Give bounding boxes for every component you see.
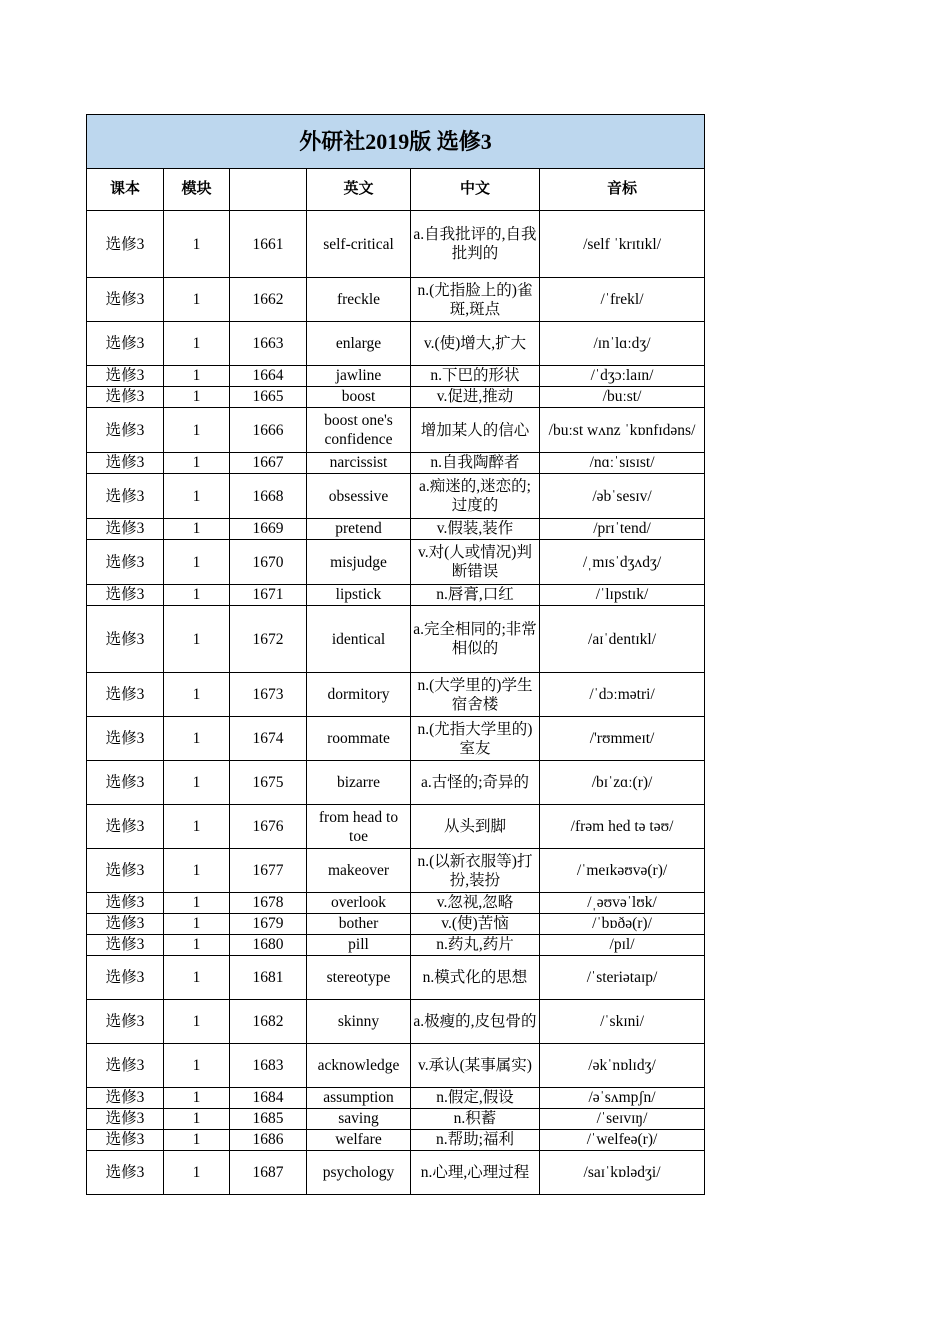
cell-module: 1 [164, 717, 230, 761]
vocabulary-table [86, 114, 705, 1195]
cell-index: 1679 [230, 914, 307, 935]
cell-index: 1682 [230, 1000, 307, 1044]
cell-textbook: 选修3 [87, 1130, 164, 1151]
cell-module: 1 [164, 956, 230, 1000]
cell-module: 1 [164, 914, 230, 935]
cell-index: 1675 [230, 761, 307, 805]
cell-english: makeover [307, 849, 411, 893]
cell-module: 1 [164, 474, 230, 519]
cell-chinese: n.帮助;福利 [411, 1130, 540, 1151]
cell-chinese: v.承认(某事属实) [411, 1044, 540, 1088]
cell-index: 1683 [230, 1044, 307, 1088]
cell-english: jawline [307, 366, 411, 387]
cell-chinese: n.模式化的思想 [411, 956, 540, 1000]
cell-phonetic: /əkˈnɒlɪdʒ/ [540, 1044, 705, 1088]
table-row [87, 914, 705, 935]
cell-module: 1 [164, 322, 230, 366]
table-row [87, 893, 705, 914]
table-row [87, 935, 705, 956]
table-row [87, 1151, 705, 1195]
cell-chinese: 增加某人的信心 [411, 408, 540, 453]
cell-module: 1 [164, 673, 230, 717]
cell-phonetic: /ˈfrekl/ [540, 278, 705, 322]
header-module: 模块 [164, 169, 230, 211]
table-row [87, 322, 705, 366]
table-row [87, 606, 705, 673]
cell-english: dormitory [307, 673, 411, 717]
cell-index: 1672 [230, 606, 307, 673]
cell-english: boost [307, 387, 411, 408]
header-english: 英文 [307, 169, 411, 211]
cell-index: 1671 [230, 585, 307, 606]
cell-english: pretend [307, 519, 411, 540]
cell-index: 1666 [230, 408, 307, 453]
cell-textbook: 选修3 [87, 761, 164, 805]
cell-module: 1 [164, 1044, 230, 1088]
cell-textbook: 选修3 [87, 849, 164, 893]
cell-index: 1684 [230, 1088, 307, 1109]
table-row [87, 717, 705, 761]
cell-chinese: n.(尤指大学里的)室友 [411, 717, 540, 761]
cell-english: acknowledge [307, 1044, 411, 1088]
cell-phonetic: /ˈlɪpstɪk/ [540, 585, 705, 606]
table-row [87, 585, 705, 606]
cell-phonetic: /ˌmɪsˈdʒʌdʒ/ [540, 540, 705, 585]
header-index [230, 169, 307, 211]
table-row [87, 408, 705, 453]
cell-index: 1686 [230, 1130, 307, 1151]
cell-chinese: n.假定,假设 [411, 1088, 540, 1109]
cell-index: 1663 [230, 322, 307, 366]
cell-textbook: 选修3 [87, 1044, 164, 1088]
cell-english: roommate [307, 717, 411, 761]
cell-english: welfare [307, 1130, 411, 1151]
cell-phonetic: /frəm hed tə təʊ/ [540, 805, 705, 849]
cell-english: identical [307, 606, 411, 673]
cell-textbook: 选修3 [87, 1000, 164, 1044]
cell-english: enlarge [307, 322, 411, 366]
cell-textbook: 选修3 [87, 914, 164, 935]
cell-module: 1 [164, 805, 230, 849]
cell-english: freckle [307, 278, 411, 322]
cell-chinese: v.(使)增大,扩大 [411, 322, 540, 366]
cell-chinese: a.完全相同的;非常相似的 [411, 606, 540, 673]
cell-index: 1678 [230, 893, 307, 914]
sheet-title: 外研社2019版 选修3 [87, 115, 705, 169]
header-chinese: 中文 [411, 169, 540, 211]
cell-chinese: n.(尤指脸上的)雀斑,斑点 [411, 278, 540, 322]
cell-chinese: n.积蓄 [411, 1109, 540, 1130]
cell-english: pill [307, 935, 411, 956]
cell-index: 1669 [230, 519, 307, 540]
cell-textbook: 选修3 [87, 278, 164, 322]
cell-phonetic: /saɪˈkɒlədʒi/ [540, 1151, 705, 1195]
cell-english: lipstick [307, 585, 411, 606]
cell-phonetic: /buːst/ [540, 387, 705, 408]
table-row [87, 387, 705, 408]
cell-chinese: n.(以新衣服等)打扮,装扮 [411, 849, 540, 893]
cell-chinese: a.古怪的;奇异的 [411, 761, 540, 805]
cell-phonetic: /ˈdɔːmətri/ [540, 673, 705, 717]
table-row [87, 849, 705, 893]
cell-chinese: a.极瘦的,皮包骨的 [411, 1000, 540, 1044]
cell-english: misjudge [307, 540, 411, 585]
cell-chinese: 从头到脚 [411, 805, 540, 849]
cell-module: 1 [164, 519, 230, 540]
cell-index: 1687 [230, 1151, 307, 1195]
cell-textbook: 选修3 [87, 935, 164, 956]
cell-phonetic: /pɪl/ [540, 935, 705, 956]
cell-textbook: 选修3 [87, 805, 164, 849]
cell-english: psychology [307, 1151, 411, 1195]
cell-textbook: 选修3 [87, 408, 164, 453]
cell-module: 1 [164, 585, 230, 606]
table-row [87, 453, 705, 474]
cell-chinese: n.自我陶醉者 [411, 453, 540, 474]
table-row [87, 278, 705, 322]
cell-module: 1 [164, 453, 230, 474]
cell-english: boost one's confidence [307, 408, 411, 453]
cell-english: narcissist [307, 453, 411, 474]
cell-phonetic: /bɪˈzɑː(r)/ [540, 761, 705, 805]
table-row [87, 956, 705, 1000]
cell-textbook: 选修3 [87, 519, 164, 540]
cell-chinese: n.心理,心理过程 [411, 1151, 540, 1195]
cell-index: 1673 [230, 673, 307, 717]
cell-module: 1 [164, 387, 230, 408]
table-row [87, 1088, 705, 1109]
cell-chinese: v.忽视,忽略 [411, 893, 540, 914]
cell-chinese: a.痴迷的,迷恋的;过度的 [411, 474, 540, 519]
table-row [87, 1044, 705, 1088]
cell-textbook: 选修3 [87, 893, 164, 914]
cell-index: 1681 [230, 956, 307, 1000]
cell-english: obsessive [307, 474, 411, 519]
cell-module: 1 [164, 761, 230, 805]
cell-phonetic: /ˈbɒðə(r)/ [540, 914, 705, 935]
cell-phonetic: /nɑːˈsɪsɪst/ [540, 453, 705, 474]
cell-textbook: 选修3 [87, 1088, 164, 1109]
cell-phonetic: /ˈmeɪkəʊvə(r)/ [540, 849, 705, 893]
cell-textbook: 选修3 [87, 956, 164, 1000]
cell-english: skinny [307, 1000, 411, 1044]
cell-chinese: v.对(人或情况)判断错误 [411, 540, 540, 585]
cell-textbook: 选修3 [87, 322, 164, 366]
cell-phonetic: /ɪnˈlɑːdʒ/ [540, 322, 705, 366]
table-row [87, 519, 705, 540]
table-row [87, 761, 705, 805]
cell-chinese: a.自我批评的,自我批判的 [411, 211, 540, 278]
cell-phonetic: /buːst wʌnz ˈkɒnfɪdəns/ [540, 408, 705, 453]
cell-textbook: 选修3 [87, 474, 164, 519]
cell-english: assumption [307, 1088, 411, 1109]
cell-index: 1685 [230, 1109, 307, 1130]
cell-textbook: 选修3 [87, 453, 164, 474]
cell-textbook: 选修3 [87, 606, 164, 673]
cell-phonetic: /ˈskɪni/ [540, 1000, 705, 1044]
cell-textbook: 选修3 [87, 717, 164, 761]
cell-chinese: v.促进,推动 [411, 387, 540, 408]
cell-module: 1 [164, 893, 230, 914]
cell-module: 1 [164, 1109, 230, 1130]
cell-english: stereotype [307, 956, 411, 1000]
cell-phonetic: /ˈwelfeə(r)/ [540, 1130, 705, 1151]
cell-chinese: n.药丸,药片 [411, 935, 540, 956]
cell-module: 1 [164, 1088, 230, 1109]
cell-phonetic: /ˌəʊvəˈlʊk/ [540, 893, 705, 914]
cell-module: 1 [164, 849, 230, 893]
cell-module: 1 [164, 935, 230, 956]
table-row [87, 1000, 705, 1044]
table-row [87, 1130, 705, 1151]
table-row [87, 1109, 705, 1130]
cell-index: 1676 [230, 805, 307, 849]
cell-textbook: 选修3 [87, 387, 164, 408]
table-body [87, 211, 705, 1195]
table-row [87, 211, 705, 278]
cell-module: 1 [164, 1151, 230, 1195]
cell-index: 1670 [230, 540, 307, 585]
cell-index: 1668 [230, 474, 307, 519]
cell-english: bother [307, 914, 411, 935]
cell-index: 1665 [230, 387, 307, 408]
cell-chinese: v.(使)苦恼 [411, 914, 540, 935]
cell-module: 1 [164, 366, 230, 387]
cell-textbook: 选修3 [87, 1109, 164, 1130]
cell-chinese: n.(大学里的)学生宿舍楼 [411, 673, 540, 717]
cell-index: 1674 [230, 717, 307, 761]
cell-phonetic: /self ˈkrɪtɪkl/ [540, 211, 705, 278]
cell-index: 1662 [230, 278, 307, 322]
cell-index: 1664 [230, 366, 307, 387]
cell-phonetic: /aɪˈdentɪkl/ [540, 606, 705, 673]
cell-chinese: n.唇膏,口红 [411, 585, 540, 606]
cell-textbook: 选修3 [87, 585, 164, 606]
cell-phonetic: /əbˈsesɪv/ [540, 474, 705, 519]
cell-index: 1661 [230, 211, 307, 278]
cell-english: from head to toe [307, 805, 411, 849]
cell-textbook: 选修3 [87, 1151, 164, 1195]
cell-textbook: 选修3 [87, 211, 164, 278]
header-textbook: 课本 [87, 169, 164, 211]
cell-module: 1 [164, 606, 230, 673]
cell-phonetic: /'rʊmmeɪt/ [540, 717, 705, 761]
cell-index: 1680 [230, 935, 307, 956]
cell-module: 1 [164, 540, 230, 585]
cell-phonetic: /əˈsʌmpʃn/ [540, 1088, 705, 1109]
table-row [87, 366, 705, 387]
table-row [87, 474, 705, 519]
cell-textbook: 选修3 [87, 673, 164, 717]
cell-module: 1 [164, 1000, 230, 1044]
cell-english: saving [307, 1109, 411, 1130]
table-row [87, 540, 705, 585]
cell-english: self-critical [307, 211, 411, 278]
cell-textbook: 选修3 [87, 540, 164, 585]
cell-module: 1 [164, 408, 230, 453]
cell-phonetic: /ˈdʒɔːlaɪn/ [540, 366, 705, 387]
header-phonetic: 音标 [540, 169, 705, 211]
cell-chinese: v.假装,装作 [411, 519, 540, 540]
cell-module: 1 [164, 211, 230, 278]
table-row [87, 805, 705, 849]
cell-phonetic: /prɪˈtend/ [540, 519, 705, 540]
cell-phonetic: /ˈsteriətaɪp/ [540, 956, 705, 1000]
cell-index: 1667 [230, 453, 307, 474]
cell-module: 1 [164, 1130, 230, 1151]
cell-chinese: n.下巴的形状 [411, 366, 540, 387]
table-row [87, 673, 705, 717]
cell-english: overlook [307, 893, 411, 914]
cell-phonetic: /ˈseɪvɪŋ/ [540, 1109, 705, 1130]
cell-module: 1 [164, 278, 230, 322]
cell-index: 1677 [230, 849, 307, 893]
cell-textbook: 选修3 [87, 366, 164, 387]
cell-english: bizarre [307, 761, 411, 805]
